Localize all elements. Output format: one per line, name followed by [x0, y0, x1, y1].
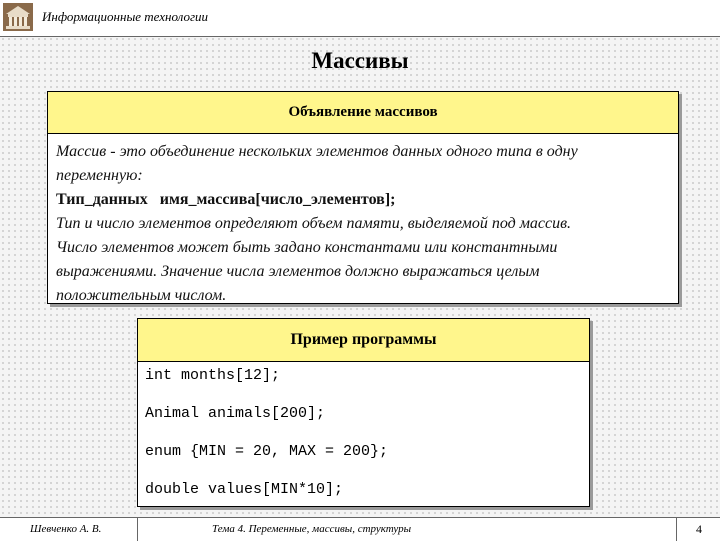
page-number: 4	[696, 522, 702, 536]
declaration-line: положительным числом.	[56, 287, 227, 304]
code-line: enum {MIN = 20, MAX = 200};	[145, 443, 389, 460]
declaration-text	[48, 134, 678, 308]
declaration-syntax: Тип_данных имя_массива[число_элементов];	[56, 191, 396, 208]
footer-divider	[676, 518, 677, 541]
example-heading: Пример программы	[138, 319, 589, 362]
footer-author: Шевченко А. В.	[30, 523, 102, 535]
footer-divider	[137, 518, 138, 541]
code-line: int months[12];	[145, 367, 281, 384]
declaration-line: переменную:	[56, 167, 143, 184]
declaration-heading: Объявление массивов	[48, 92, 678, 134]
declaration-line: Число элементов может быть задано константами или константными	[56, 239, 558, 256]
declaration-box	[47, 91, 679, 304]
slide-title: Массивы	[311, 48, 409, 73]
declaration-line: выражениями. Значение числа элементов должно выражаться целым	[56, 263, 540, 280]
code-line: double values[MIN*10];	[145, 481, 344, 498]
building-logo-icon	[3, 3, 33, 31]
declaration-line: Тип и число элементов определяют объем памяти, выделяемой под массив.	[56, 215, 572, 232]
header-title: Информационные технологии	[42, 9, 209, 24]
slide-header	[0, 0, 720, 37]
code-line: Animal animals[200];	[145, 405, 326, 422]
example-box	[137, 318, 590, 507]
footer-topic: Тема 4. Переменные, массивы, структуры	[212, 523, 412, 535]
slide-footer	[0, 517, 720, 541]
declaration-line: Массив - это объединение нескольких элементов данных одного типа в одну	[56, 143, 578, 160]
